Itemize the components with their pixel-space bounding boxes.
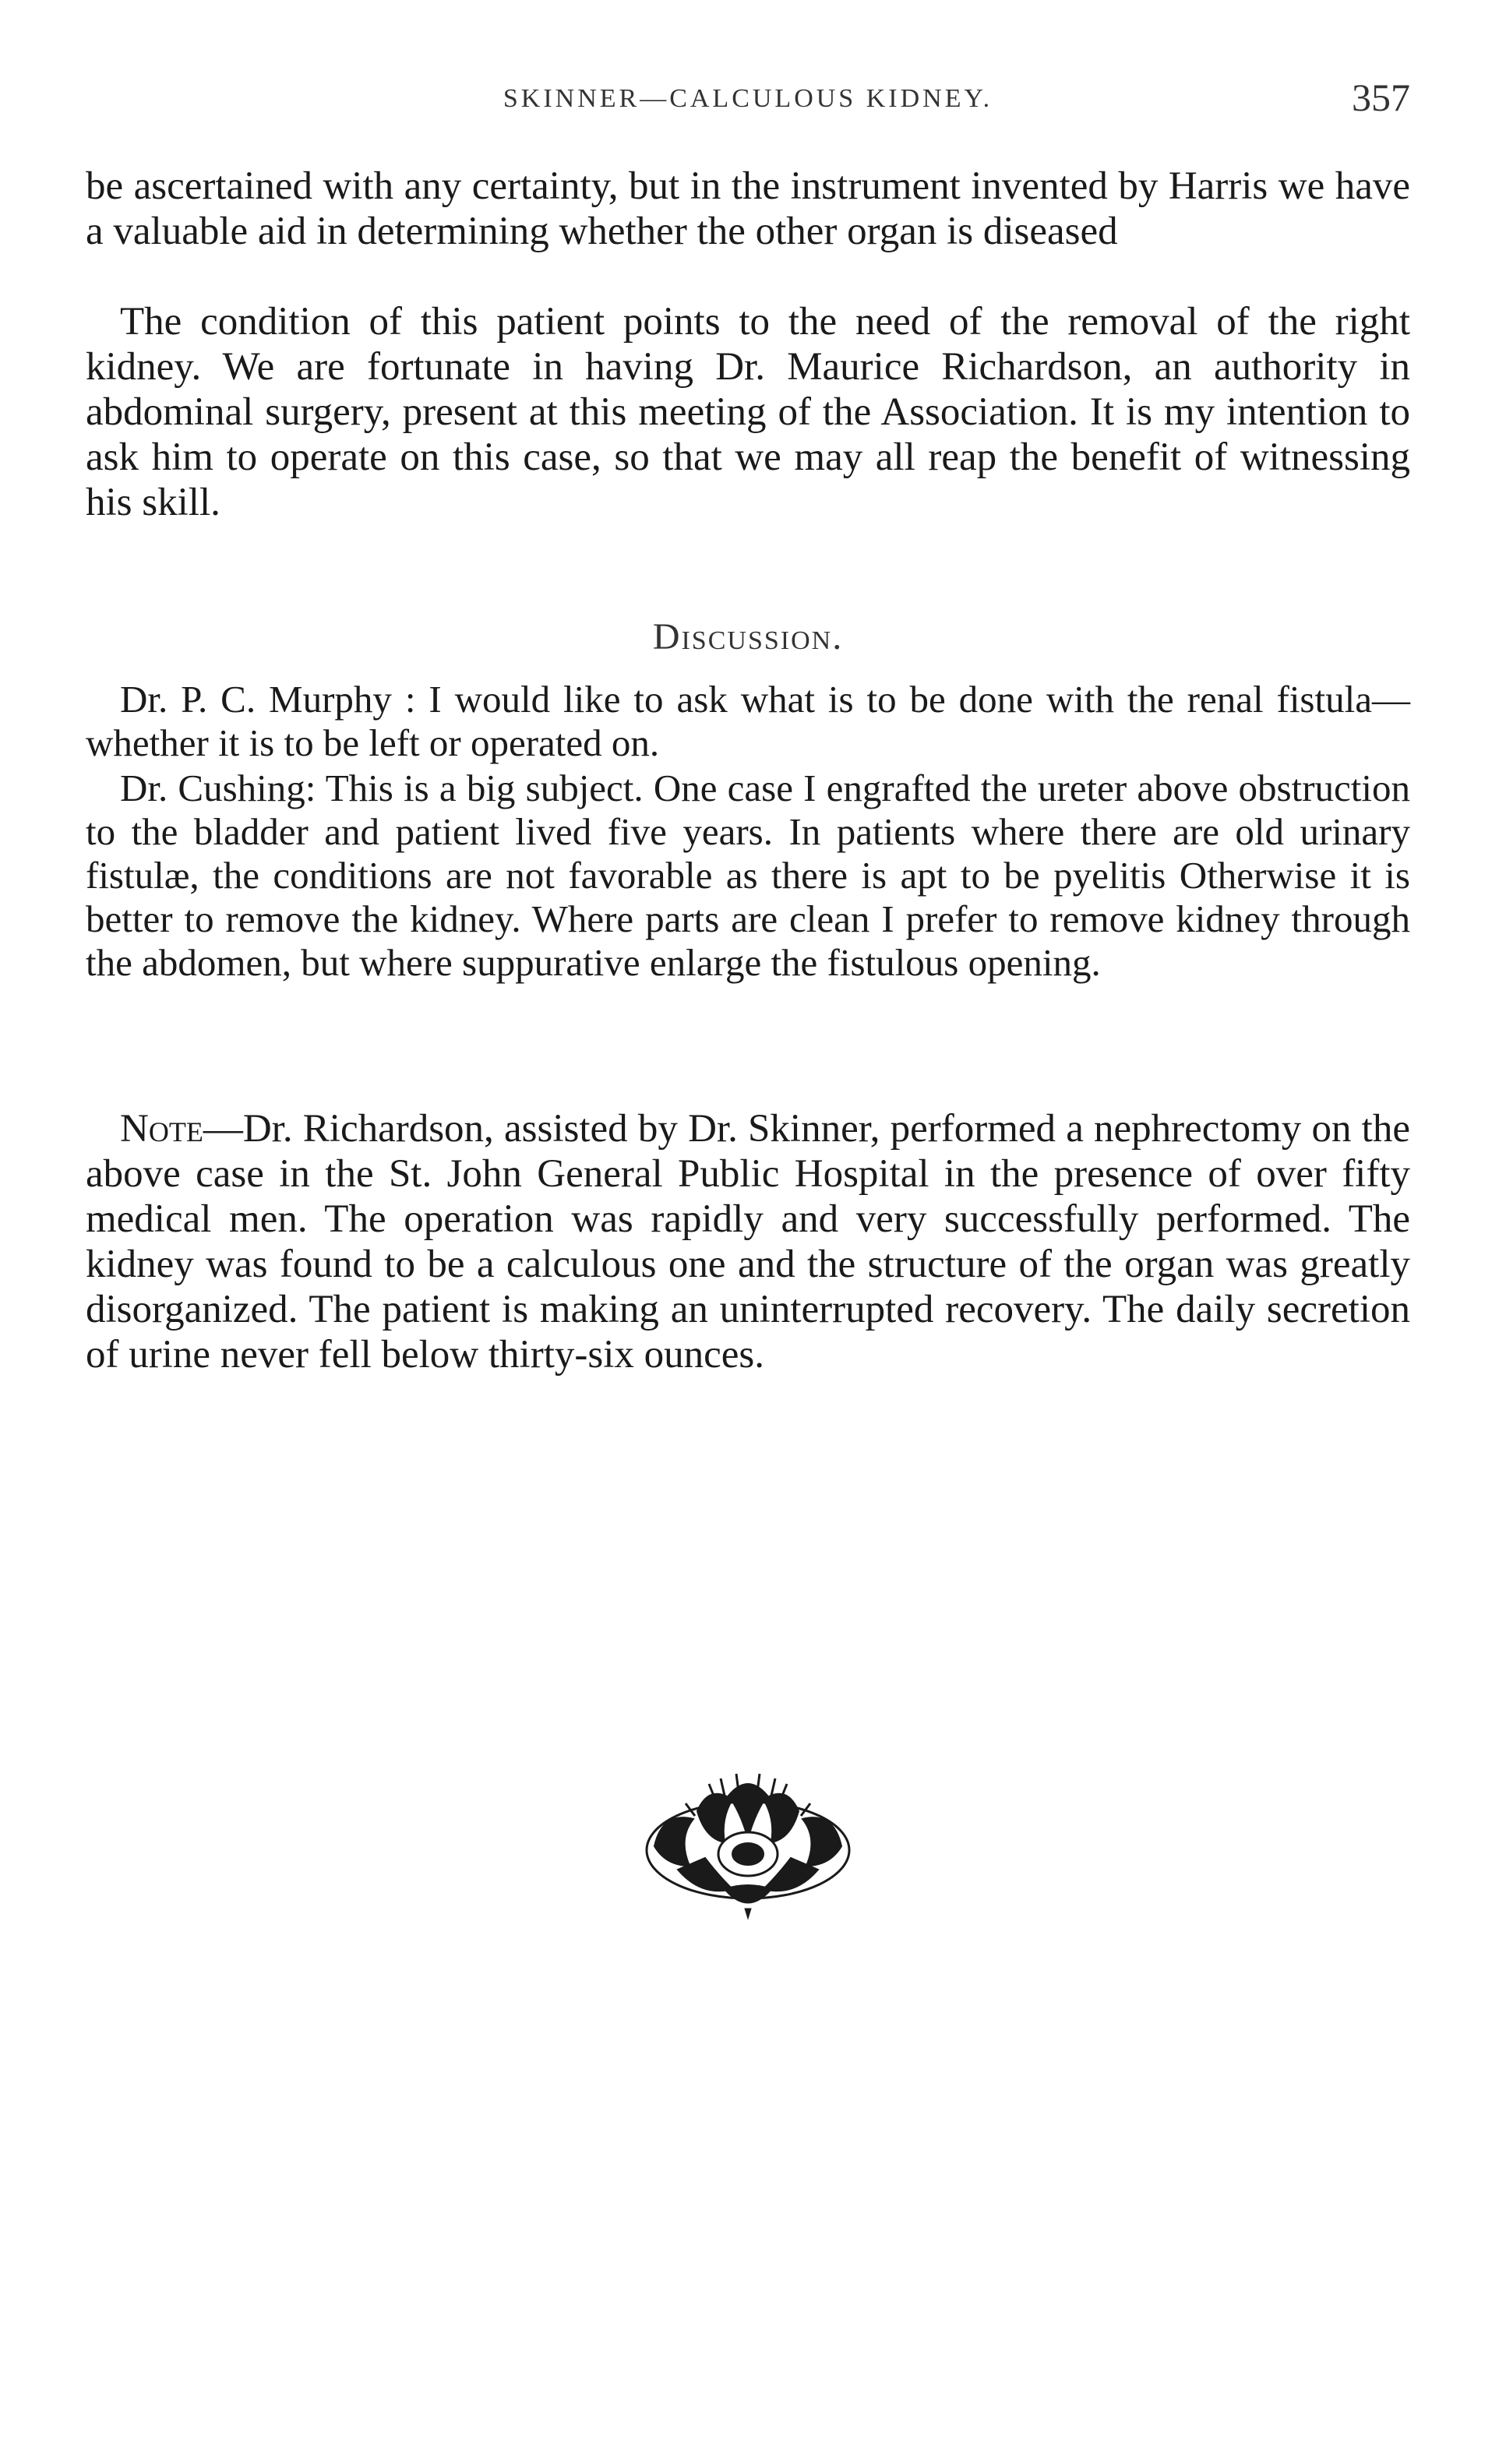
discussion-heading: Discussion. [652,616,844,657]
speaker-name: Dr. P. C. Murphy : [120,678,416,721]
note-text: —Dr. Richardson, assisted by Dr. Skinner, performed a nephrectomy on the above case in the St. John General Public Hospital in the presence of over fifty medical men. The operation was rapidly and very successfully performed. The kidney was found to be a calculous one and the structure of the organ was greatly disorganized. The patient is making an uninterrupted recovery. The daily secretion of urine never fell below thirty-six ounces. [86,1107,1410,1377]
running-head [86,75,1410,122]
floral-tailpiece-icon [631,1764,865,1920]
running-title: SKINNER—CALCULOUS KIDNEY. [503,84,993,113]
discussion-cushing [86,767,1410,985]
discussion-murphy-text: I would like to ask what is to be done with the renal fistula—whether it is to be left or operated on. [86,678,1410,764]
speaker-name: Dr. Cushing: [120,767,316,809]
page-number: 357 [1352,76,1410,119]
paragraph-condition: The condition of this patient points to the need of the removal of the right kidney. We are fortunate in having Dr. Maurice Richardson, an authority in abdominal surgery, present at this meeting of the Association. It is my intention to ask him to operate on this case, so that we may all reap the benefit of witnessing his skill. [86,300,1410,524]
discussion-murphy [86,678,1410,765]
note-paragraph [86,1106,1410,1377]
discussion-cushing-text: This is a big subject. One case I engrafted the ureter above obstruction to the bladder and patient lived five years. In patients where there are old urinary fistulæ, the conditions are not favorable as there is apt to be pyelitis Otherwise it is better to remove the kidney. Where parts are clean I prefer to remove kidney through the abdomen, but where suppurative enlarge the fistulous opening. [86,767,1410,984]
note-label: Note [120,1107,203,1151]
paragraph-continuation: be ascertained with any certainty, but in the instrument invented by Harris we have a valuable aid in determining whether the other organ is diseased [86,164,1410,253]
